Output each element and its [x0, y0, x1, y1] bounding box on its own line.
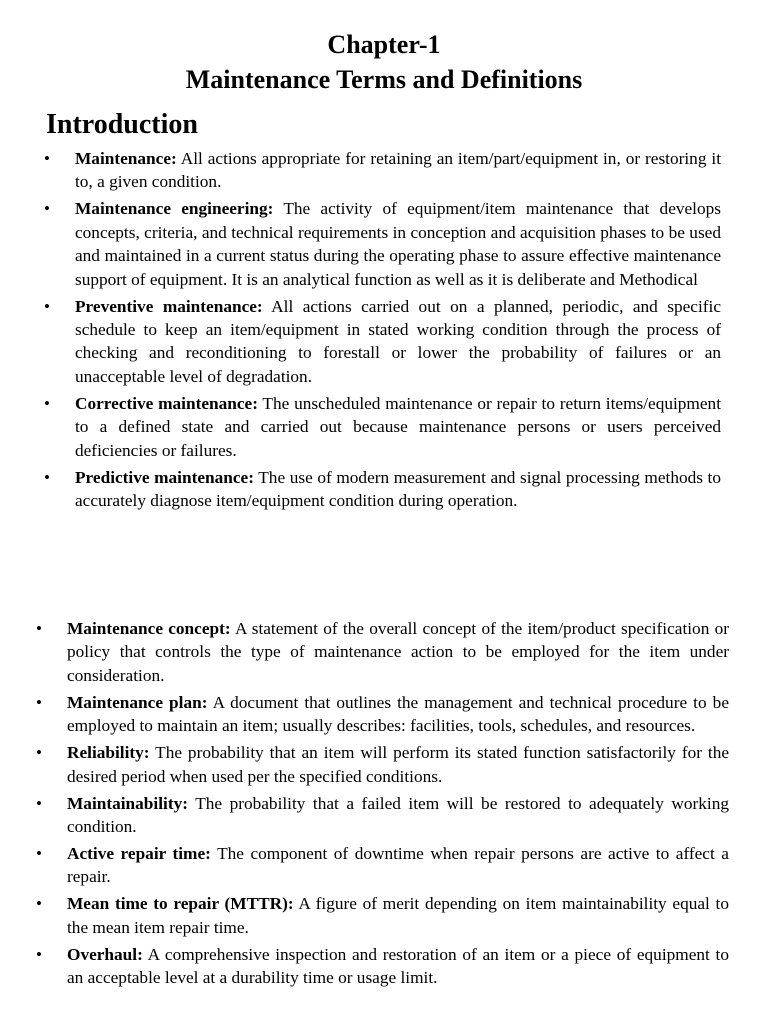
section-heading: Introduction [46, 109, 198, 140]
definition: A statement of the overall concept of the item/product specification or policy that controls the type of maintenance action to be employed for the item under consideration. [67, 619, 729, 685]
bullet-icon: • [44, 296, 50, 316]
list-item [44, 197, 721, 291]
definition: A document that outlines the management and technical procedure to be employed to maintain an item; usually describes: facilities, tools, schedules, and resources. [67, 692, 729, 736]
list-item [44, 392, 721, 462]
definition: The use of modern measurement and signal processing methods to accurately diagnose item/equipment condition during operation. [75, 467, 722, 511]
list-item [44, 147, 721, 194]
bullet-icon: • [36, 894, 42, 914]
list-item [36, 617, 729, 687]
term: Corrective maintenance: [75, 393, 258, 413]
list-item [36, 792, 729, 839]
term: Maintainability: [67, 793, 188, 813]
term: Overhaul: [67, 944, 143, 964]
definition: The component of downtime when repair persons are active to affect a repair. [67, 844, 729, 887]
list-item [36, 943, 729, 990]
definition: The activity of equipment/item maintenance that develops concepts, criteria, and technical requirements in conception and acquisition phases to be used and maintained in a current status during the operating phase to assure effective maintenance support of equipment. It is an analytical function as well as it is deliberate and Methodical [75, 199, 721, 289]
definition: All actions appropriate for retaining an item/part/equipment in, or restoring it to, a given condition. [75, 149, 721, 192]
definition: A figure of merit depending on item maintainability equal to the mean item repair time. [67, 894, 729, 937]
list-item [44, 466, 722, 513]
bullet-icon: • [44, 149, 50, 168]
definition: All actions carried out on a planned, periodic, and specific schedule to keep an item/equipment in stated working condition through the process of checking and reconditioning to forestall or lower the probability of failures or an unacceptable level of degradation. [75, 296, 721, 386]
list-item [36, 741, 729, 788]
definition: The probability that a failed item will be restored to adequately working condition. [67, 793, 729, 837]
bullet-icon: • [44, 393, 50, 413]
definition: The probability that an item will perform its stated function satisfactorily for the desired period when used per the specified conditions. [67, 743, 729, 786]
bullet-icon: • [36, 944, 42, 964]
term: Active repair time: [67, 844, 211, 864]
definition-list-intro [44, 147, 722, 516]
list-item [36, 842, 729, 889]
chapter-number: Chapter-1 [327, 30, 441, 59]
bullet-icon: • [36, 743, 42, 763]
term: Predictive maintenance: [75, 467, 254, 487]
term: Preventive maintenance: [75, 296, 263, 316]
definition: A comprehensive inspection and restoration of an item or a piece of equipment to an acceptable level at a durability time or usage limit. [67, 944, 729, 988]
term: Maintenance: [75, 149, 177, 168]
term: Maintenance concept: [67, 619, 231, 638]
term: Mean time to repair (MTTR): [67, 894, 294, 914]
chapter-title [0, 27, 768, 97]
list-item [36, 691, 729, 738]
chapter-name: Maintenance Terms and Definitions [185, 65, 583, 94]
definition: The unscheduled maintenance or repair to return items/equipment to a defined state and carried out because maintenance persons or users perceived deficiencies or failures. [75, 393, 721, 460]
term: Reliability: [67, 743, 150, 763]
list-item [44, 295, 721, 389]
term: Maintenance engineering: [75, 199, 274, 219]
bullet-icon: • [36, 844, 42, 864]
bullet-icon: • [44, 467, 50, 487]
bullet-icon: • [44, 199, 50, 219]
term: Maintenance plan: [67, 692, 208, 712]
bullet-icon: • [36, 619, 42, 638]
definition-list-terms [36, 617, 729, 993]
list-item [36, 892, 729, 939]
bullet-icon: • [36, 692, 42, 712]
bullet-icon: • [36, 793, 42, 813]
